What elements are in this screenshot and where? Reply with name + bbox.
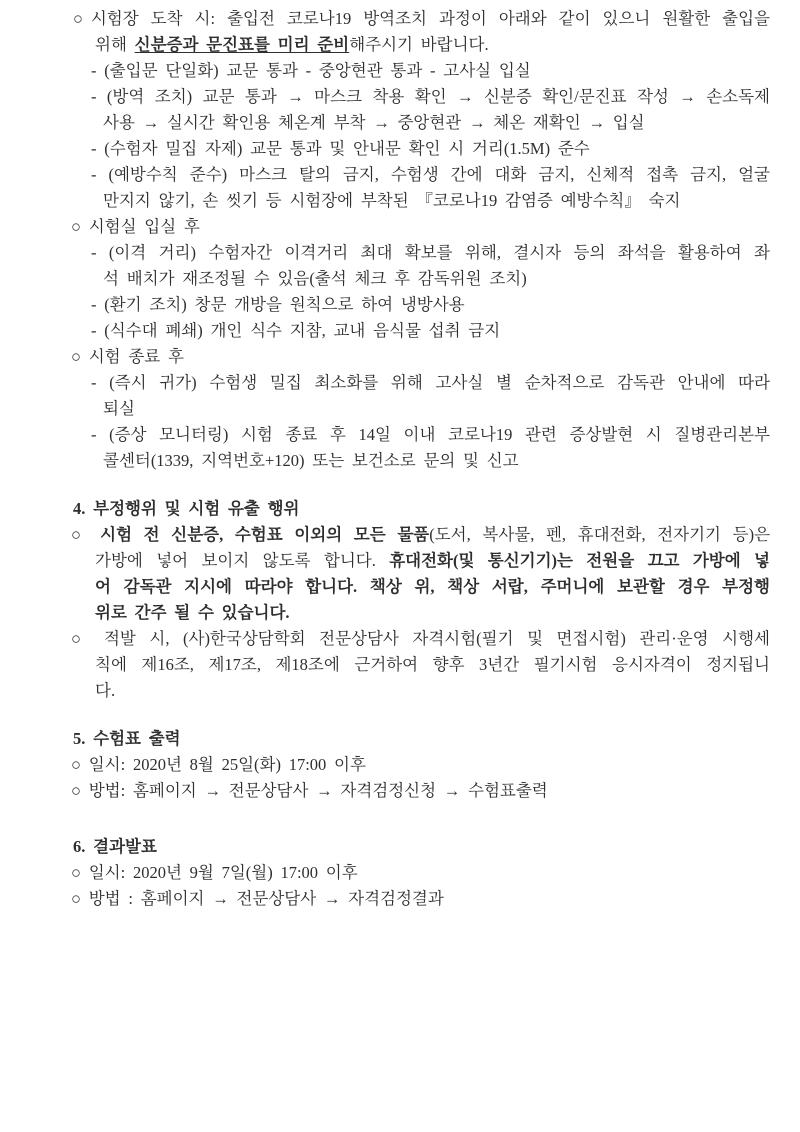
- result-date-line: [71, 860, 770, 886]
- prohibited-items-line: [95, 600, 770, 626]
- text-run: 가방에 넣어 보이지 않도록 합니다.: [95, 551, 390, 570]
- text-run: - (예방수칙 준수) 마스크 탈의 금지, 수험생 간에 대화 금지, 신체적 접촉 금지, 얼굴: [91, 165, 770, 184]
- bold-text-run: 어 감독관 지시에 따라야 합니다. 책상 위, 책상 서랍, 주머니에 보관할 경우 부정행: [95, 577, 770, 596]
- section-6-heading: [73, 834, 770, 860]
- text-run: ○: [71, 525, 101, 544]
- penalty-line: [95, 678, 770, 704]
- text-run: 퇴실: [103, 399, 135, 418]
- ticket-print-method-line: [71, 778, 770, 804]
- symptom-monitoring-line: [91, 422, 770, 448]
- ventilation-line: [91, 292, 770, 318]
- seat-distance-line: [91, 240, 770, 266]
- text-run: ○ 시험실 입실 후: [71, 217, 200, 236]
- bold-text-run: 6. 결과발표: [73, 837, 157, 856]
- arrival-notice-line: [73, 6, 770, 32]
- prohibited-items-line: [95, 574, 770, 600]
- bold-text-run: 휴대전화(및 통신기기)는 전원을 끄고 가방에 넣: [389, 551, 770, 570]
- prevention-rule-line: [91, 162, 770, 188]
- distancing-rule-line: [91, 136, 770, 162]
- text-run: - (방역 조치) 교문 통과 → 마스크 착용 확인 → 신분증 확인/문진표 작성 → 손소독제: [91, 87, 770, 106]
- text-run: 다.: [95, 681, 116, 700]
- section-4-heading: [73, 496, 770, 522]
- symptom-monitoring-line: [103, 448, 770, 474]
- text-run: 만지지 않기, 손 씻기 등 시험장에 부착된 『코로나19 감염증 예방수칙』 숙지: [103, 191, 681, 210]
- text-run: ○시험장 도착 시: 출입전 코로나19 방역조치 과정이 아래와 같이 있으니 원활한 출입을: [73, 9, 770, 28]
- section-5-heading: [73, 726, 770, 752]
- document-body: [0, 6, 800, 912]
- text-run: - (즉시 귀가) 수험생 밀집 최소화를 위해 고사실 별 순차적으로 감독관 안내에 따라: [91, 373, 770, 392]
- text-run: ○ 방법 : 홈페이지 → 전문상담사 → 자격검정결과: [71, 889, 444, 908]
- result-method-line: [71, 886, 770, 912]
- penalty-line: [95, 652, 770, 678]
- seat-distance-line: [103, 266, 770, 292]
- text-run: ○ 일시: 2020년 8월 25일(화) 17:00 이후: [71, 755, 366, 774]
- text-run: 콜센터(1339, 지역번호+120) 또는 보건소로 문의 및 신고: [103, 451, 519, 470]
- bold-text-run: 시험 전 신분증, 수험표 이외의 모든 물품: [100, 525, 430, 544]
- bold-text-run: 위로 간주 될 수 있습니다.: [95, 603, 290, 622]
- prohibited-items-line: [95, 548, 770, 574]
- after-exam-heading-line: [71, 344, 770, 370]
- penalty-line: [71, 626, 770, 652]
- text-run: 위해: [95, 35, 135, 54]
- arrival-notice-line: [95, 32, 770, 58]
- text-run: - (환기 조치) 창문 개방을 원칙으로 하여 냉방사용: [91, 295, 465, 314]
- bold-underlined-text-run: 신분증과 문진표를 미리 준비: [134, 35, 350, 54]
- quarantine-step-line: [103, 110, 770, 136]
- bold-text-run: 5. 수험표 출력: [73, 729, 181, 748]
- entry-step-line: [91, 58, 770, 84]
- bold-text-run: 4. 부정행위 및 시험 유출 행위: [73, 499, 300, 518]
- text-run: - (출입문 단일화) 교문 통과 - 중앙현관 통과 - 고사실 입실: [91, 61, 531, 80]
- water-fountain-line: [91, 318, 770, 344]
- text-run: - (증상 모니터링) 시험 종료 후 14일 이내 코로나19 관련 증상발현 시 질병관리본부: [91, 425, 770, 444]
- text-run: 석 배치가 재조정될 수 있음(출석 체크 후 감독위원 조치): [103, 269, 527, 288]
- quarantine-step-line: [91, 84, 770, 110]
- text-run: - (수험자 밀집 자제) 교문 통과 및 안내문 확인 시 거리(1.5M) 준수: [91, 139, 590, 158]
- prohibited-items-line: [71, 522, 770, 548]
- text-run: - (식수대 폐쇄) 개인 식수 지참, 교내 음식물 섭취 금지: [91, 321, 501, 340]
- text-run: ○ 적발 시, (사)한국상담학회 전문상담사 자격시험(필기 및 면접시험) 관리·운영 시행세: [71, 629, 770, 648]
- prevention-rule-line: [103, 188, 770, 214]
- text-run: (도서, 복사물, 펜, 휴대전화, 전자기기 등)은: [429, 525, 770, 544]
- text-run: ○ 시험 종료 후: [71, 347, 184, 366]
- text-run: - (이격 거리) 수험자간 이격거리 최대 확보를 위해, 결시자 등의 좌석을 활용하여 좌: [91, 243, 770, 262]
- leave-immediately-line: [91, 370, 770, 396]
- ticket-print-date-line: [71, 752, 770, 778]
- text-run: 칙에 제16조, 제17조, 제18조에 근거하여 향후 3년간 필기시험 응시자격이 정지됩니: [95, 655, 770, 674]
- room-entry-heading-line: [71, 214, 770, 240]
- text-run: 해주시기 바랍니다.: [349, 35, 489, 54]
- leave-immediately-line: [103, 396, 770, 422]
- text-run: ○ 방법: 홈페이지 → 전문상담사 → 자격검정신청 → 수험표출력: [71, 781, 548, 800]
- text-run: ○ 일시: 2020년 9월 7일(월) 17:00 이후: [71, 863, 358, 882]
- text-run: 사용 → 실시간 확인용 체온계 부착 → 중앙현관 → 체온 재확인 → 입실: [103, 113, 645, 132]
